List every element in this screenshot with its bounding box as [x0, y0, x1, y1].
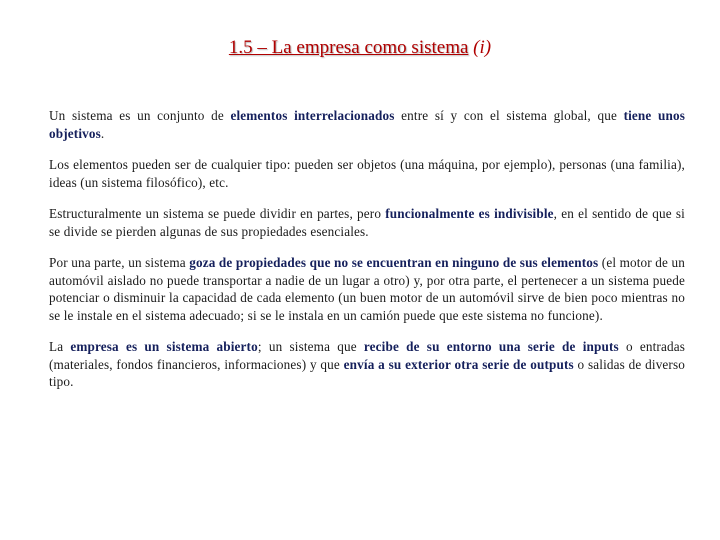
title-subtitle: (i): [473, 37, 492, 58]
text-run: ; un sistema que: [257, 339, 364, 354]
text-run: o entradas (materiales, fondos financieros, informaciones) y que: [49, 339, 686, 372]
text-run: Los elementos pueden ser de cualquier tipo: pueden ser objetos (una máquina, por ejemplo), personas (una familia), ideas (un sistema filosófico), etc.: [49, 157, 685, 190]
paragraph-open-system: [49, 338, 685, 391]
text-run: o salidas de diverso tipo.: [49, 356, 686, 389]
text-run: , en el sentido de que si se divide se pierden algunas de sus propiedades esenciales.: [49, 206, 685, 239]
text-run: .: [100, 125, 105, 141]
text-run: Por una parte, un sistema: [49, 255, 190, 270]
emphasis-run: recibe de su entorno una serie de inputs: [363, 339, 619, 354]
title-main: 1.5 – La empresa como sistema: [228, 37, 469, 58]
text-run: entre sí y con el sistema global, que: [394, 108, 624, 123]
slide-content: [49, 107, 685, 405]
paragraph-structure: [49, 205, 685, 240]
slide-title: [0, 37, 720, 59]
text-run: (el motor de un automóvil aislado no puede transportar a nadie de un lugar a otro) y, por otra parte, el pertenecer a un sistema puede potenciar o disminuir la capacidad de cada elemento (un buen motor de un automóvil sirve de bien poco mientras no se le instale en el sistema adecuado; si se le instala en un camión puede que este sistema no funcione).: [49, 255, 686, 323]
emphasis-run: goza de propiedades que no se encuentran en ninguno de sus elementos: [189, 255, 599, 270]
emphasis-run: envía a su exterior otra serie de outputs: [343, 356, 574, 372]
paragraph-definition: [49, 107, 685, 142]
text-run: La: [49, 339, 71, 354]
emphasis-run: tiene unos objetivos: [49, 108, 685, 141]
paragraph-properties: [49, 254, 685, 324]
emphasis-run: elementos interrelacionados: [230, 108, 395, 123]
text-run: Un sistema es un conjunto de: [49, 108, 231, 123]
emphasis-run: empresa es un sistema abierto: [70, 339, 258, 354]
emphasis-run: funcionalmente es indivisible: [385, 206, 554, 221]
paragraph-element-types: [49, 156, 685, 191]
text-run: Estructuralmente un sistema se puede dividir en partes, pero: [49, 206, 386, 221]
